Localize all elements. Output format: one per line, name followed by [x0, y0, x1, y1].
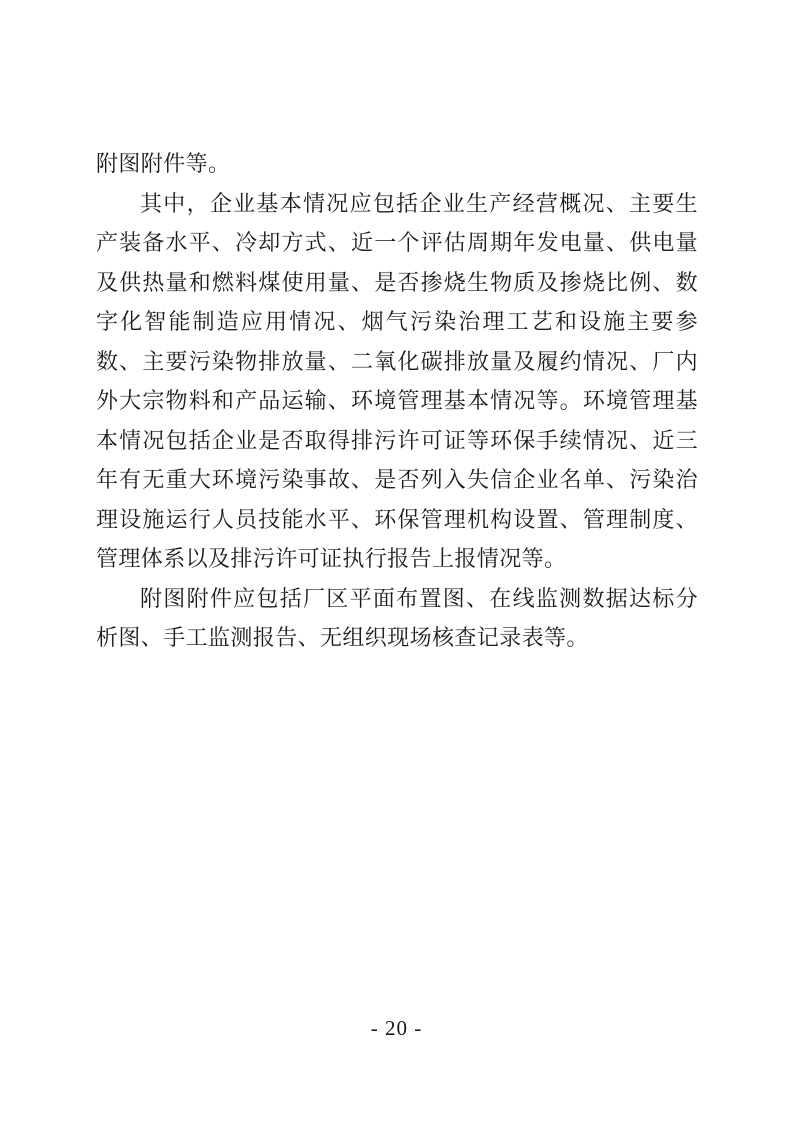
continuation-line: 附图附件等。 [96, 152, 231, 177]
page-number: - 20 - [370, 1016, 423, 1040]
paragraph-attachments: 附图附件应包括厂区平面布置图、在线监测数据达标分析图、手工监测报告、无组织现场核查记录表等。 [96, 586, 698, 651]
body-text [96, 145, 698, 659]
paragraph-enterprise-info: 其中，企业基本情况应包括企业生产经营概况、主要生产装备水平、冷却方式、近一个评估周期年发电量、供电量及供热量和燃料煤使用量、是否掺烧生物质及掺烧比例、数字化智能制造应用情况、烟气污染治理工艺和设施主要参数、主要污染物排放量、二氧化碳排放量及履约情况、厂内外大宗物料和产品运输、环境管理基本情况等。环境管理基本情况包括企业是否取得排污许可证等环保手续情况、近三年有无重大环境污染事故、是否列入失信企业名单、污染治理设施运行人员技能水平、环保管理机构设置、管理制度、管理体系以及排污许可证执行报告上报情况等。 [96, 191, 698, 572]
